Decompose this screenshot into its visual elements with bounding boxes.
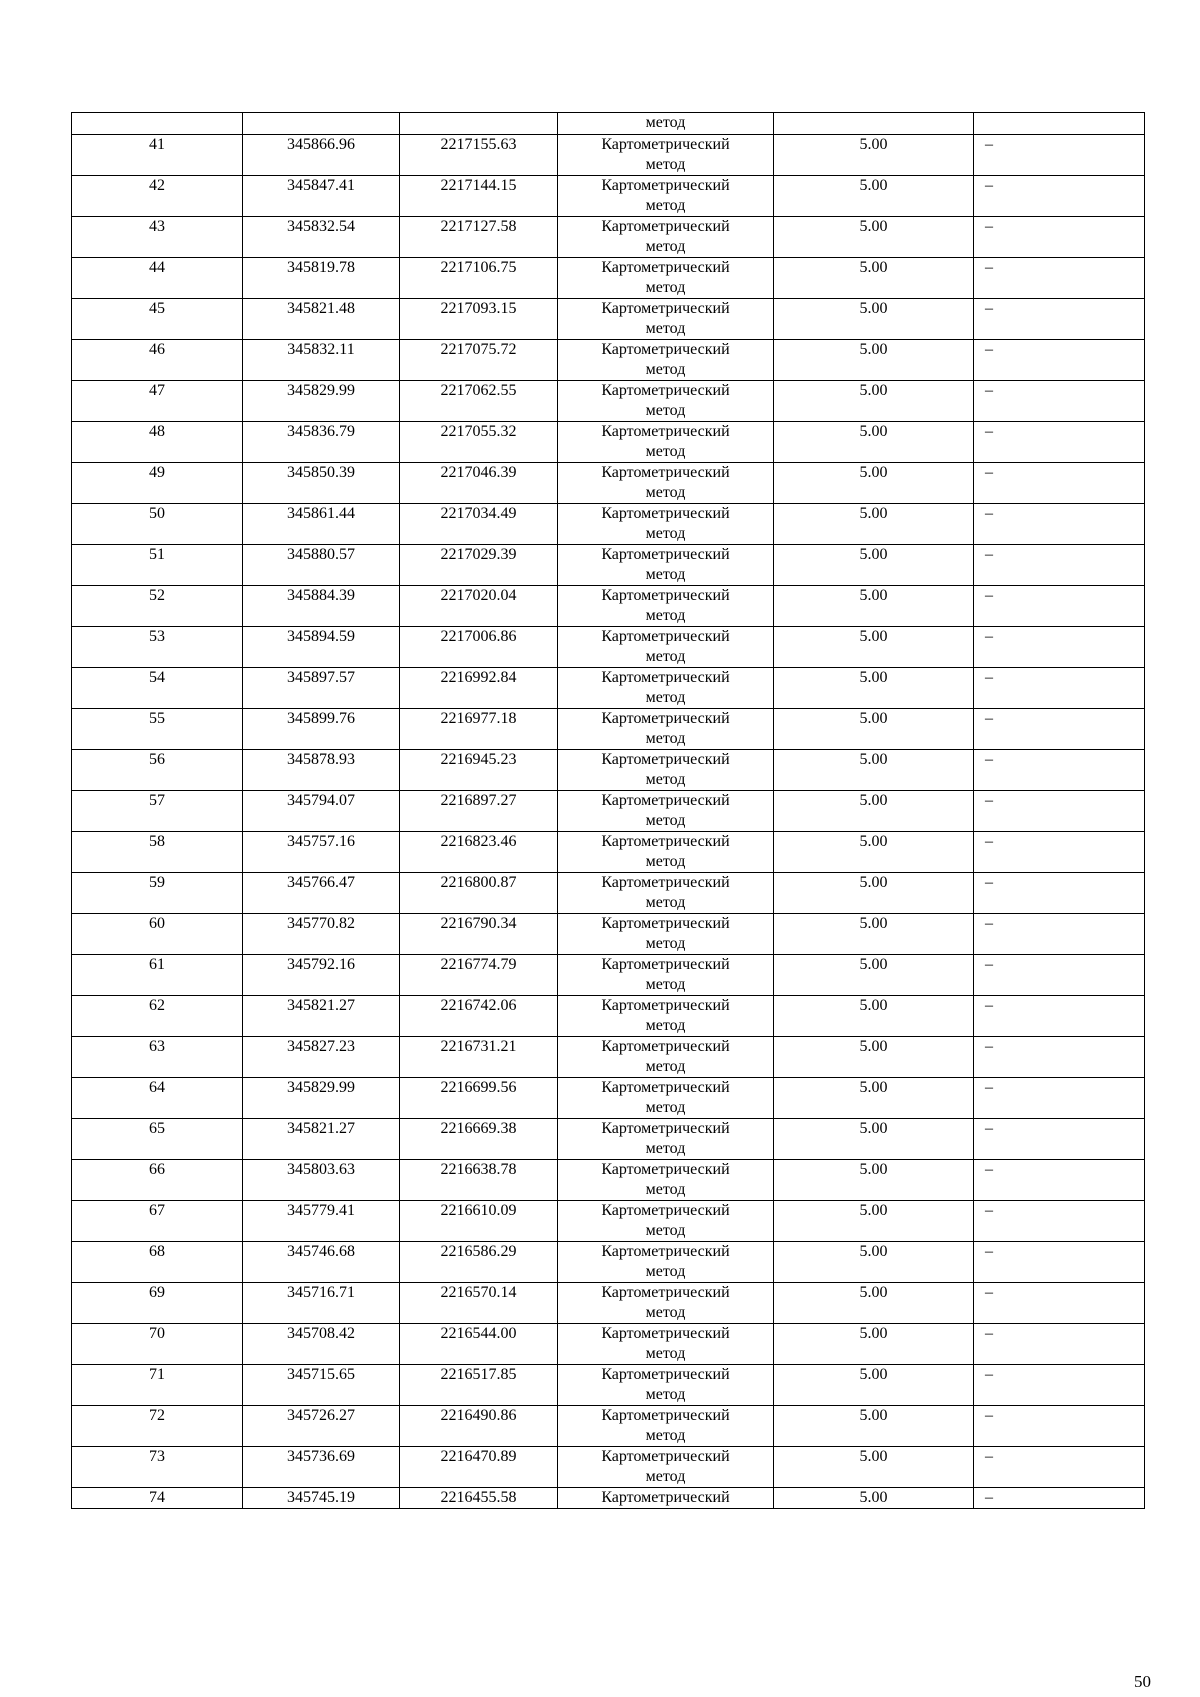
cell-y-coordinate: 2216992.84 — [400, 668, 558, 709]
cell-point-number: 50 — [72, 504, 243, 545]
cell-point-number: 54 — [72, 668, 243, 709]
cell-method: Картометрический метод — [558, 463, 774, 504]
cell-point-number: 67 — [72, 1201, 243, 1242]
table-row — [72, 422, 1145, 463]
cell-x-coordinate: 345866.96 — [243, 135, 400, 176]
cell-y-coordinate: 2216699.56 — [400, 1078, 558, 1119]
cell-y-coordinate: 2217055.32 — [400, 422, 558, 463]
cell-method: Картометрический метод — [558, 791, 774, 832]
cell-accuracy: 5.00 — [774, 996, 974, 1037]
cell-y-coordinate: 2216544.00 — [400, 1324, 558, 1365]
cell-y-coordinate: 2217029.39 — [400, 545, 558, 586]
cell-point-number: 42 — [72, 176, 243, 217]
cell-accuracy — [774, 113, 974, 135]
cell-note: – — [974, 791, 1145, 832]
cell-point-number: 68 — [72, 1242, 243, 1283]
cell-x-coordinate: 345745.19 — [243, 1488, 400, 1509]
cell-accuracy: 5.00 — [774, 258, 974, 299]
cell-x-coordinate: 345770.82 — [243, 914, 400, 955]
cell-accuracy: 5.00 — [774, 1078, 974, 1119]
cell-point-number: 70 — [72, 1324, 243, 1365]
cell-method: Картометрический метод — [558, 914, 774, 955]
cell-method: Картометрический метод — [558, 1365, 774, 1406]
cell-point-number: 63 — [72, 1037, 243, 1078]
cell-point-number: 64 — [72, 1078, 243, 1119]
cell-point-number: 41 — [72, 135, 243, 176]
cell-accuracy: 5.00 — [774, 668, 974, 709]
cell-y-coordinate: 2217155.63 — [400, 135, 558, 176]
cell-method: Картометрический метод — [558, 422, 774, 463]
cell-x-coordinate: 345829.99 — [243, 381, 400, 422]
table-row — [72, 1119, 1145, 1160]
cell-method: Картометрический метод — [558, 340, 774, 381]
cell-accuracy: 5.00 — [774, 1365, 974, 1406]
cell-accuracy: 5.00 — [774, 176, 974, 217]
cell-x-coordinate: 345832.11 — [243, 340, 400, 381]
table-row — [72, 1447, 1145, 1488]
cell-method: Картометрический метод — [558, 873, 774, 914]
cell-point-number: 49 — [72, 463, 243, 504]
cell-accuracy: 5.00 — [774, 463, 974, 504]
cell-point-number: 47 — [72, 381, 243, 422]
cell-point-number: 57 — [72, 791, 243, 832]
cell-x-coordinate: 345827.23 — [243, 1037, 400, 1078]
table-row — [72, 545, 1145, 586]
cell-note: – — [974, 176, 1145, 217]
cell-x-coordinate: 345894.59 — [243, 627, 400, 668]
cell-method: Картометрический метод — [558, 1078, 774, 1119]
cell-y-coordinate: 2216470.89 — [400, 1447, 558, 1488]
cell-y-coordinate: 2217127.58 — [400, 217, 558, 258]
cell-note: – — [974, 504, 1145, 545]
cell-x-coordinate: 345746.68 — [243, 1242, 400, 1283]
cell-point-number: 65 — [72, 1119, 243, 1160]
cell-note: – — [974, 627, 1145, 668]
table-row — [72, 1365, 1145, 1406]
cell-method: Картометрический метод — [558, 1242, 774, 1283]
cell-y-coordinate: 2216897.27 — [400, 791, 558, 832]
table-row — [72, 217, 1145, 258]
table-row — [72, 914, 1145, 955]
cell-accuracy: 5.00 — [774, 299, 974, 340]
cell-method: Картометрический метод — [558, 1324, 774, 1365]
cell-accuracy: 5.00 — [774, 340, 974, 381]
cell-note: – — [974, 750, 1145, 791]
cell-y-coordinate: 2217144.15 — [400, 176, 558, 217]
cell-point-number: 60 — [72, 914, 243, 955]
cell-note: – — [974, 258, 1145, 299]
cell-note: – — [974, 1406, 1145, 1447]
cell-accuracy: 5.00 — [774, 873, 974, 914]
cell-note: – — [974, 586, 1145, 627]
cell-y-coordinate: 2217020.04 — [400, 586, 558, 627]
cell-y-coordinate: 2216823.46 — [400, 832, 558, 873]
table-row — [72, 955, 1145, 996]
cell-method: Картометрический метод — [558, 545, 774, 586]
cell-accuracy: 5.00 — [774, 1201, 974, 1242]
cell-point-number: 56 — [72, 750, 243, 791]
cell-point-number: 48 — [72, 422, 243, 463]
cell-method: Картометрический метод — [558, 1201, 774, 1242]
cell-note: – — [974, 914, 1145, 955]
cell-note: – — [974, 381, 1145, 422]
table-row — [72, 463, 1145, 504]
cell-x-coordinate: 345836.79 — [243, 422, 400, 463]
cell-x-coordinate: 345803.63 — [243, 1160, 400, 1201]
cell-point-number: 66 — [72, 1160, 243, 1201]
cell-x-coordinate: 345829.99 — [243, 1078, 400, 1119]
cell-accuracy: 5.00 — [774, 1488, 974, 1509]
cell-point-number: 69 — [72, 1283, 243, 1324]
cell-accuracy: 5.00 — [774, 217, 974, 258]
cell-method: Картометрический — [558, 1488, 774, 1509]
cell-point-number: 43 — [72, 217, 243, 258]
cell-point-number: 61 — [72, 955, 243, 996]
cell-method: Картометрический метод — [558, 955, 774, 996]
cell-accuracy: 5.00 — [774, 1447, 974, 1488]
cell-note: – — [974, 1488, 1145, 1509]
cell-y-coordinate: 2217006.86 — [400, 627, 558, 668]
cell-point-number — [72, 113, 243, 135]
cell-method: Картометрический метод — [558, 750, 774, 791]
cell-method: Картометрический метод — [558, 135, 774, 176]
cell-point-number: 58 — [72, 832, 243, 873]
cell-x-coordinate: 345779.41 — [243, 1201, 400, 1242]
table-row — [72, 627, 1145, 668]
table-row — [72, 135, 1145, 176]
table-row — [72, 1324, 1145, 1365]
cell-x-coordinate: 345715.65 — [243, 1365, 400, 1406]
table-row — [72, 668, 1145, 709]
table-row — [72, 1037, 1145, 1078]
cell-y-coordinate: 2216977.18 — [400, 709, 558, 750]
cell-accuracy: 5.00 — [774, 1324, 974, 1365]
cell-note: – — [974, 1078, 1145, 1119]
cell-x-coordinate: 345850.39 — [243, 463, 400, 504]
cell-point-number: 73 — [72, 1447, 243, 1488]
table-row — [72, 709, 1145, 750]
cell-note: – — [974, 340, 1145, 381]
cell-note: – — [974, 1447, 1145, 1488]
table-row — [72, 750, 1145, 791]
cell-note: – — [974, 217, 1145, 258]
cell-note: – — [974, 299, 1145, 340]
cell-x-coordinate: 345899.76 — [243, 709, 400, 750]
cell-note: – — [974, 1283, 1145, 1324]
cell-y-coordinate: 2217062.55 — [400, 381, 558, 422]
table-row-continued — [72, 113, 1145, 135]
cell-point-number: 53 — [72, 627, 243, 668]
cell-x-coordinate: 345792.16 — [243, 955, 400, 996]
cell-y-coordinate: 2216517.85 — [400, 1365, 558, 1406]
cell-method: Картометрический метод — [558, 709, 774, 750]
cell-x-coordinate: 345766.47 — [243, 873, 400, 914]
cell-note — [974, 113, 1145, 135]
cell-method: Картометрический метод — [558, 1119, 774, 1160]
cell-x-coordinate: 345878.93 — [243, 750, 400, 791]
cell-point-number: 62 — [72, 996, 243, 1037]
cell-x-coordinate — [243, 113, 400, 135]
cell-y-coordinate: 2216586.29 — [400, 1242, 558, 1283]
cell-note: – — [974, 955, 1145, 996]
cell-method: Картометрический метод — [558, 668, 774, 709]
cell-method: Картометрический метод — [558, 832, 774, 873]
cell-method: Картометрический метод — [558, 627, 774, 668]
cell-accuracy: 5.00 — [774, 832, 974, 873]
cell-y-coordinate: 2216790.34 — [400, 914, 558, 955]
table-row — [72, 1078, 1145, 1119]
cell-accuracy: 5.00 — [774, 135, 974, 176]
cell-point-number: 51 — [72, 545, 243, 586]
table-row — [72, 1160, 1145, 1201]
cell-accuracy: 5.00 — [774, 1242, 974, 1283]
cell-note: – — [974, 709, 1145, 750]
cell-note: – — [974, 1242, 1145, 1283]
cell-method: Картометрический метод — [558, 586, 774, 627]
cell-x-coordinate: 345726.27 — [243, 1406, 400, 1447]
cell-note: – — [974, 668, 1145, 709]
cell-note: – — [974, 832, 1145, 873]
cell-accuracy: 5.00 — [774, 955, 974, 996]
cell-x-coordinate: 345708.42 — [243, 1324, 400, 1365]
table-row — [72, 381, 1145, 422]
table-row — [72, 1283, 1145, 1324]
table-row — [72, 258, 1145, 299]
cell-y-coordinate: 2217106.75 — [400, 258, 558, 299]
cell-note: – — [974, 135, 1145, 176]
cell-note: – — [974, 545, 1145, 586]
cell-x-coordinate: 345821.27 — [243, 1119, 400, 1160]
cell-x-coordinate: 345861.44 — [243, 504, 400, 545]
cell-y-coordinate: 2216570.14 — [400, 1283, 558, 1324]
cell-x-coordinate: 345716.71 — [243, 1283, 400, 1324]
cell-method: Картометрический метод — [558, 1037, 774, 1078]
table-row — [72, 791, 1145, 832]
cell-accuracy: 5.00 — [774, 381, 974, 422]
cell-method: Картометрический метод — [558, 299, 774, 340]
cell-accuracy: 5.00 — [774, 750, 974, 791]
cell-x-coordinate: 345736.69 — [243, 1447, 400, 1488]
cell-accuracy: 5.00 — [774, 709, 974, 750]
cell-method: Картометрический метод — [558, 1283, 774, 1324]
table-row — [72, 176, 1145, 217]
table-row — [72, 299, 1145, 340]
table-row — [72, 1488, 1145, 1509]
cell-y-coordinate: 2216731.21 — [400, 1037, 558, 1078]
cell-point-number: 72 — [72, 1406, 243, 1447]
cell-method: метод — [558, 113, 774, 135]
cell-y-coordinate: 2216945.23 — [400, 750, 558, 791]
page-number: 50 — [1134, 1672, 1151, 1691]
cell-x-coordinate: 345880.57 — [243, 545, 400, 586]
cell-x-coordinate: 345897.57 — [243, 668, 400, 709]
cell-note: – — [974, 463, 1145, 504]
cell-note: – — [974, 422, 1145, 463]
cell-accuracy: 5.00 — [774, 586, 974, 627]
cell-point-number: 74 — [72, 1488, 243, 1509]
cell-y-coordinate — [400, 113, 558, 135]
cell-note: – — [974, 1160, 1145, 1201]
cell-method: Картометрический метод — [558, 381, 774, 422]
cell-method: Картометрический метод — [558, 996, 774, 1037]
cell-x-coordinate: 345757.16 — [243, 832, 400, 873]
cell-accuracy: 5.00 — [774, 422, 974, 463]
cell-x-coordinate: 345794.07 — [243, 791, 400, 832]
cell-x-coordinate: 345821.48 — [243, 299, 400, 340]
cell-y-coordinate: 2216490.86 — [400, 1406, 558, 1447]
cell-y-coordinate: 2216638.78 — [400, 1160, 558, 1201]
cell-y-coordinate: 2217034.49 — [400, 504, 558, 545]
cell-point-number: 46 — [72, 340, 243, 381]
cell-point-number: 55 — [72, 709, 243, 750]
table-row — [72, 873, 1145, 914]
cell-accuracy: 5.00 — [774, 545, 974, 586]
cell-accuracy: 5.00 — [774, 914, 974, 955]
table-row — [72, 1201, 1145, 1242]
cell-y-coordinate: 2216455.58 — [400, 1488, 558, 1509]
table-row — [72, 1406, 1145, 1447]
cell-x-coordinate: 345821.27 — [243, 996, 400, 1037]
cell-y-coordinate: 2216669.38 — [400, 1119, 558, 1160]
table-row — [72, 340, 1145, 381]
cell-accuracy: 5.00 — [774, 791, 974, 832]
cell-point-number: 44 — [72, 258, 243, 299]
coordinates-table — [71, 112, 1145, 1509]
cell-x-coordinate: 345832.54 — [243, 217, 400, 258]
cell-point-number: 52 — [72, 586, 243, 627]
cell-accuracy: 5.00 — [774, 504, 974, 545]
cell-x-coordinate: 345847.41 — [243, 176, 400, 217]
cell-x-coordinate: 345819.78 — [243, 258, 400, 299]
table-row — [72, 504, 1145, 545]
cell-accuracy: 5.00 — [774, 1119, 974, 1160]
table-row — [72, 832, 1145, 873]
cell-point-number: 59 — [72, 873, 243, 914]
cell-method: Картометрический метод — [558, 217, 774, 258]
cell-y-coordinate: 2216610.09 — [400, 1201, 558, 1242]
cell-method: Картометрический метод — [558, 504, 774, 545]
cell-method: Картометрический метод — [558, 1406, 774, 1447]
cell-accuracy: 5.00 — [774, 1406, 974, 1447]
cell-y-coordinate: 2217046.39 — [400, 463, 558, 504]
cell-accuracy: 5.00 — [774, 1037, 974, 1078]
coordinates-table-body — [72, 113, 1145, 1509]
cell-note: – — [974, 996, 1145, 1037]
cell-note: – — [974, 1365, 1145, 1406]
cell-accuracy: 5.00 — [774, 627, 974, 668]
cell-x-coordinate: 345884.39 — [243, 586, 400, 627]
cell-point-number: 71 — [72, 1365, 243, 1406]
cell-note: – — [974, 1201, 1145, 1242]
table-row — [72, 996, 1145, 1037]
table-row — [72, 586, 1145, 627]
cell-method: Картометрический метод — [558, 1160, 774, 1201]
cell-note: – — [974, 1119, 1145, 1160]
cell-y-coordinate: 2217075.72 — [400, 340, 558, 381]
cell-y-coordinate: 2217093.15 — [400, 299, 558, 340]
cell-method: Картометрический метод — [558, 176, 774, 217]
table-row — [72, 1242, 1145, 1283]
cell-method: Картометрический метод — [558, 258, 774, 299]
cell-note: – — [974, 1324, 1145, 1365]
cell-accuracy: 5.00 — [774, 1283, 974, 1324]
cell-note: – — [974, 873, 1145, 914]
cell-y-coordinate: 2216774.79 — [400, 955, 558, 996]
cell-point-number: 45 — [72, 299, 243, 340]
cell-note: – — [974, 1037, 1145, 1078]
cell-y-coordinate: 2216800.87 — [400, 873, 558, 914]
cell-y-coordinate: 2216742.06 — [400, 996, 558, 1037]
cell-method: Картометрический метод — [558, 1447, 774, 1488]
cell-accuracy: 5.00 — [774, 1160, 974, 1201]
